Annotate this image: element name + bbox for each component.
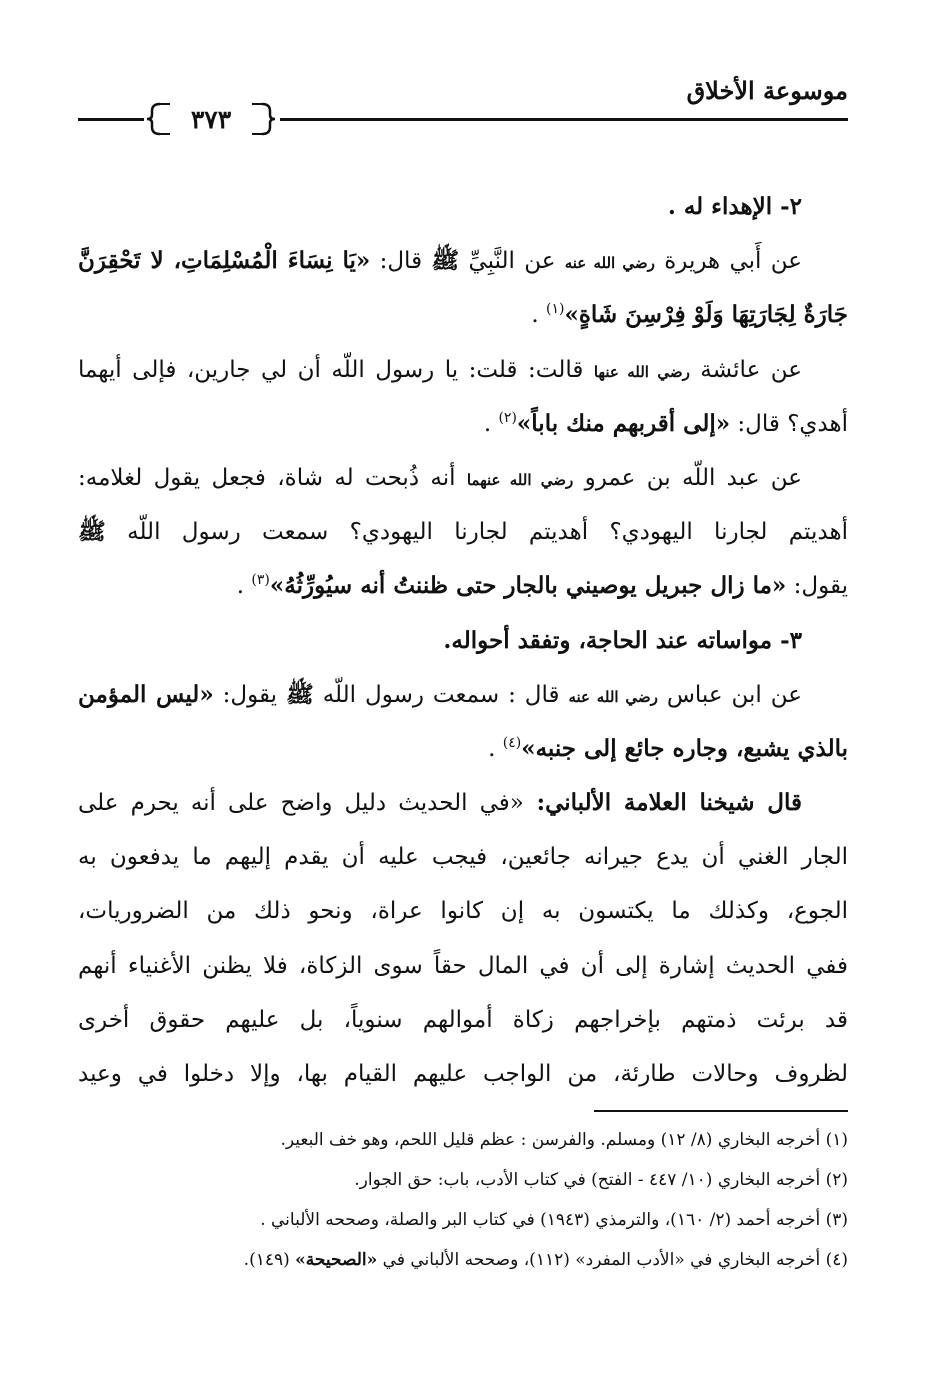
text-run: قالت: قلت: يا رسول اللّه أن لي جارين، فإلى أيهما: [78, 356, 594, 383]
text-line: [78, 451, 848, 505]
text-line: [78, 397, 848, 451]
section-heading: ٢- الإهداء له .: [667, 193, 802, 220]
header-rule-left: [78, 118, 144, 121]
salla-allahu-icon: ﷺ: [431, 247, 460, 275]
honorific-radiyallahu-icon: رضي الله عنه: [568, 687, 658, 706]
text-run: أنه ذُبحت له شاة، فجعل يقول لغلامه:: [78, 464, 467, 491]
text-line: [78, 505, 848, 559]
footnote-2: (٢) أخرجه البخاري (١٠/ ٤٤٧ - الفتح) في كتاب الأدب، باب: حق الجوار.: [354, 1170, 848, 1190]
text-run: .: [488, 735, 503, 762]
text-line: لظروف وحالات طارئة، من الواجب عليهم القيام بها، وإلا دخلوا في وعيد: [78, 1061, 848, 1087]
footnote-ref: (٣): [251, 572, 270, 589]
page-header: [78, 66, 848, 134]
footnote-1: (١) أخرجه البخاري (٨/ ١٢) ومسلم. والفرسن : عظم قليل اللحم، وهو خف البعير.: [280, 1130, 848, 1150]
text-run: قال : سمعت رسول اللّه: [313, 681, 569, 708]
text-line: [78, 288, 848, 342]
text-run: .: [236, 573, 252, 600]
footnote-4: [78, 1240, 848, 1280]
text-run: «في الحديث دليل واضح على أنه يحرم على: [78, 790, 524, 817]
text-run: قال:: [370, 248, 432, 275]
text-run: أهدي؟ قال:: [730, 410, 848, 437]
footnotes: [78, 1120, 848, 1280]
footnote-ref: (٤): [502, 734, 522, 751]
page-number-frame: [146, 99, 276, 139]
hadith-quote: بالذي يشبع، وجاره جائع إلى جنبه»: [521, 734, 848, 762]
honorific-radiyallahu-icon: رضي الله عنه: [564, 254, 655, 273]
text-run: (٤) أخرجه البخاري في «الأدب المفرد» (١١٢)، وصححه الألباني في: [377, 1250, 848, 1270]
text-run: (١٤٩).: [243, 1250, 296, 1270]
text-run: عن ابن عباس: [657, 681, 802, 708]
honorific-radiyallahu-icon: رضي الله عنها: [593, 362, 690, 381]
text-run: يقول:: [786, 573, 848, 600]
text-line: [78, 668, 848, 722]
text-line: [78, 343, 848, 397]
text-line: [78, 234, 848, 288]
salla-allahu-icon: ﷺ: [285, 680, 314, 708]
text-run: أهديتم لجارنا اليهودي؟ أهديتم لجارنا اليهودي؟ سمعت رسول اللّه: [105, 519, 848, 546]
text-run: .: [483, 410, 499, 437]
text-line: قد برئت ذمتهم بإخراجهم زكاة أموالهم سنوياً، بل عليهم حقوق أخرى: [78, 1006, 848, 1033]
footnote-3: (٣) أخرجه أحمد (٢/ ١٦٠)، والترمذي (١٩٤٣) في كتاب البر والصلة، وصححه الألباني .: [260, 1210, 848, 1230]
text-line: الجوع، وكذلك ما يكتسون به إن كانوا عراة، ونحو ذلك من الضروريات،: [78, 898, 848, 925]
text-run: عن عبد اللّه بن عمرو: [573, 464, 802, 491]
text-line: الجار الغني أن يدع جيرانه جائعين، فيجب عليه أن يقدم إليهم ما يدفعون به: [78, 844, 848, 871]
text-line: [78, 559, 848, 613]
running-title: موسوعة الأخلاق: [686, 76, 848, 105]
text-line: [78, 776, 848, 830]
speaker-label: قال شيخنا العلامة الألباني:: [523, 789, 802, 817]
footnote-separator: [594, 1110, 848, 1112]
section-heading: ٣- مواساته عند الحاجة، وتفقد أحواله.: [443, 626, 802, 654]
hadith-quote: «ما زال جبريل يوصيني بالجار حتى ظننتُ أنه سيُورِّثُهُ»: [269, 572, 787, 600]
text-run: .: [531, 302, 546, 329]
honorific-radiyallahu-icon: رضي الله عنهما: [466, 470, 574, 489]
main-text: [78, 180, 848, 1101]
text-run: عن النَّبِيِّ: [459, 248, 565, 275]
text-line: ففي الحديث إشارة إلى أن في المال حقاً سوى الزكاة، فلا يظنن الأغنياء أنهم: [78, 952, 848, 979]
footnote-ref: (٢): [498, 409, 517, 426]
footnote-ref: (١): [545, 301, 565, 318]
book-title: «الصحيحة»: [295, 1250, 378, 1270]
text-run: عن عائشة: [689, 356, 803, 383]
hadith-quote: «ليس المؤمن: [78, 680, 214, 708]
text-line: [78, 722, 848, 776]
text-run: يقول:: [213, 681, 286, 708]
header-rule: [280, 118, 848, 121]
salla-allahu-icon: ﷺ: [78, 518, 106, 546]
page-number: ٣٧٣: [190, 105, 232, 134]
text-run: عن أَبي هريرة: [654, 248, 802, 275]
hadith-quote: «إلى أقربهم منك باباً»: [516, 409, 731, 437]
hadith-quote: «يَا نِسَاءَ الْمُسْلِمَاتِ، لا تَحْقِرَنَّ: [78, 247, 371, 275]
hadith-quote: جَارَةٌ لِجَارَتِهَا وَلَوْ فِرْسِنَ شَاةٍ»: [564, 301, 848, 329]
